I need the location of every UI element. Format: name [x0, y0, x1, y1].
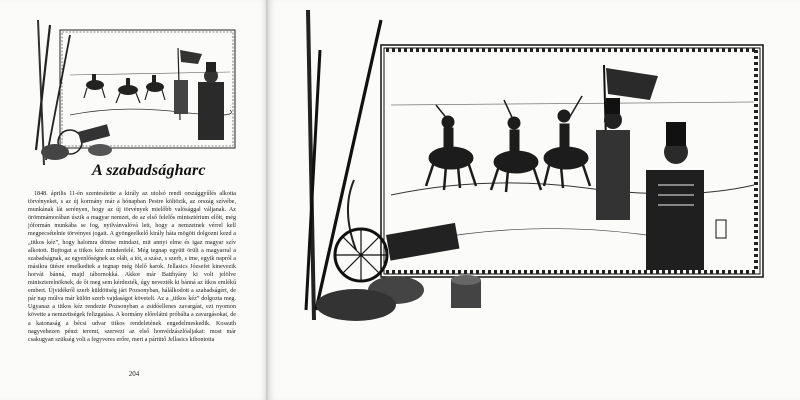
paragraph: 1848. április 11-én szentesítette a király az utolsó rendi országgyűlés alkotta törvényeket, s az új kormány már a hónapban Pestre költözik, az ország szívébe, munkának lát serényen, hogy az új törvények mielőbb valósággal váljanak. Az örömmámorában úszik a magyar nemzet, de az első felelős minisztérium előtt, még jóformán munkába se fog, nyilvánvalóvá lett, hogy a nemzetnek vérrel kell megpecsételnie törvényes jogait. A gyöngeelkelő király háta mögött dolgozni kezd a „titkos kéz”, hogy halomra döntse mindazt, mit annyi elme és igaz magyar szív alkotott. Bujtogat a titkos kéz mindenfelé. Még tegnap együtt örült a magyarral a szabadságnak, az egyenlőségnek az oláh, a tót, a szász, s szerb, s ime, egyik napról a másikra ütésre emelkedtek a tegnap még ölelő karok. Jellasics Józsefet kinevezik horvát bánná, majd tábornokká. Akkor már Batthyány ki volt jelölve miniszterelnöknek, de őt meg sem kérdezték, úgy nevezték ki bánná az ítkos emlékű embert. Újvidékről szerb küldöttség járt Pozsonyban, hálálkodott a szabadságért, de pár nap múlva már külön szerb vajdaságot követelt. Az a „titkos kéz” dolgozta meg. Ugyanaz a titkos kéz rendezte Pozsonyban a zsidóellenes zavargást, ezt nyomon követte a nemzetiségek felizgatása. A kormány előrelátni próbálta a zavargásokat, de a katonaság a bécsi udvar titkos rendeletének engedelmeskedik. Kossuth nagyvehezen pénzt teremt, szervezi az első honvédzászlóaljakat: most már csakugyan szükség volt a fegyveres erőre, mert a pártütő Jellasics kibontotta — [28, 191, 236, 343]
small-battle-illustration — [30, 20, 240, 170]
chapter-body — [28, 190, 236, 344]
left-page — [0, 0, 268, 400]
chapter-title: A szabadságharc — [92, 162, 206, 179]
large-battle-illustration — [286, 10, 768, 340]
page-number: 204 — [128, 370, 140, 378]
